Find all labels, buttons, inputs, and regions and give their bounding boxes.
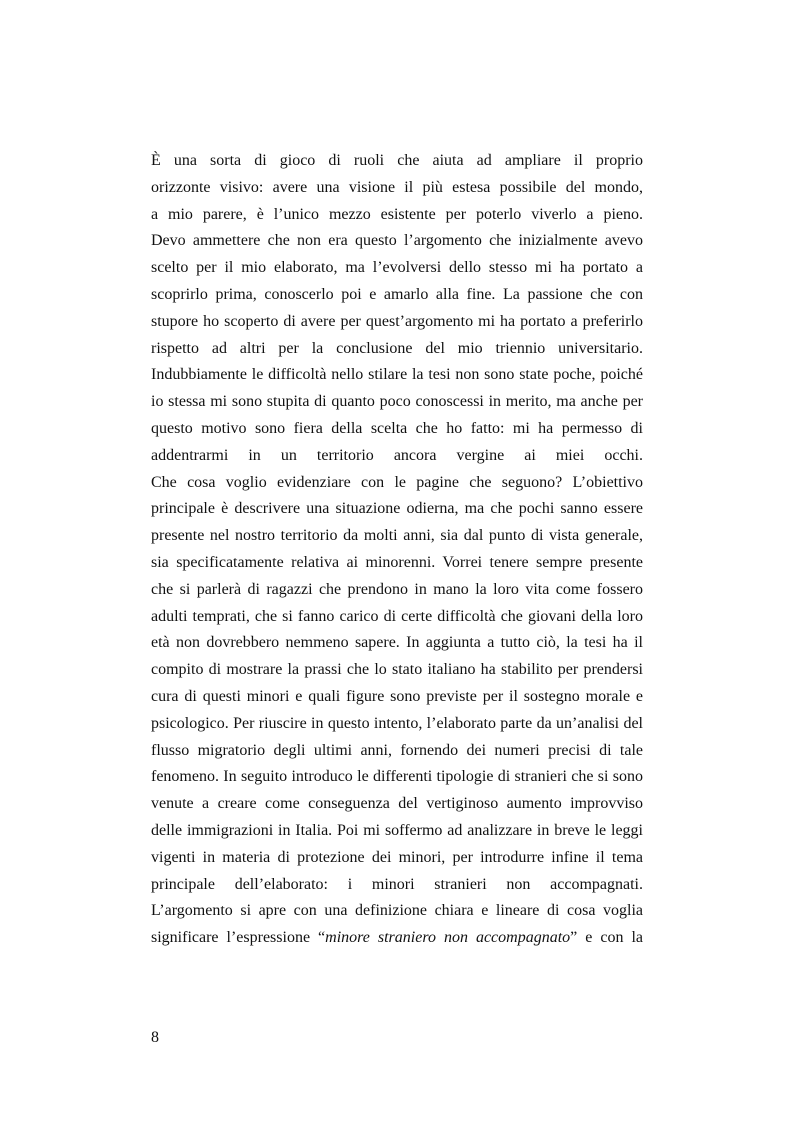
text-line: orizzonte visivo: avere una visione il più estesa possibile del mondo,: [151, 178, 643, 196]
body-text: [151, 148, 643, 952]
text-line: adulti temprati, che si fanno carico di certe difficoltà che giovani della loro: [151, 607, 643, 625]
text-line: compito di mostrare la prassi che lo stato italiano ha stabilito per prendersi: [151, 661, 643, 679]
text-line: questo motivo sono fiera della scelta che ho fatto: mi ha permesso di: [151, 419, 643, 437]
text-line: scelto per il mio elaborato, ma l’evolversi dello stesso mi ha portato a: [151, 259, 643, 277]
text-line: stupore ho scoperto di avere per quest’argomento mi ha portato a preferirlo: [151, 312, 643, 330]
text-line: psicologico. Per riuscire in questo intento, l’elaborato parte da un’analisi del: [151, 714, 643, 732]
text-line: sia specificatamente relativa ai minorenni. Vorrei tenere sempre presente: [151, 553, 643, 571]
text-line: vigenti in materia di protezione dei minori, per introdurre infine il tema: [151, 848, 643, 866]
text-line: età non dovrebbero nemmeno sapere. In aggiunta a tutto ciò, la tesi ha il: [151, 634, 643, 652]
text-line: L’argomento si apre con una definizione chiara e lineare di cosa voglia: [151, 902, 643, 920]
text-line: flusso migratorio degli ultimi anni, fornendo dei numeri precisi di tale: [151, 741, 643, 759]
text-line: principale dell’elaborato: i minori stranieri non accompagnati.: [151, 875, 643, 893]
text-line: cura di questi minori e quali figure sono previste per il sostegno morale e: [151, 687, 643, 705]
text-line: principale è descrivere una situazione odierna, ma che pochi sanno essere: [151, 500, 643, 518]
text-line: io stessa mi sono stupita di quanto poco conoscessi in merito, ma anche per: [151, 393, 643, 411]
text-line: venute a creare come conseguenza del vertiginoso aumento improvviso: [151, 795, 643, 813]
text-line: È una sorta di gioco di ruoli che aiuta ad ampliare il proprio: [151, 152, 643, 169]
text-line: fenomeno. In seguito introduco le differenti tipologie di stranieri che si sono: [151, 768, 643, 786]
page-number: 8: [151, 1029, 159, 1046]
text-line: delle immigrazioni in Italia. Poi mi soffermo ad analizzare in breve le leggi: [151, 821, 643, 839]
text-line: scoprirlo prima, conoscerlo poi e amarlo alla fine. La passione che con: [151, 285, 643, 303]
text-line: addentrarmi in un territorio ancora vergine ai miei occhi.: [151, 446, 643, 464]
text-line: rispetto ad altri per la conclusione del mio triennio universitario.: [151, 339, 643, 357]
text-line: presente nel nostro territorio da molti anni, sia dal punto di vista generale,: [151, 527, 643, 545]
text-line: Che cosa voglio evidenziare con le pagine che seguono? L’obiettivo: [151, 473, 643, 491]
text-segment: ” e con la: [570, 929, 644, 947]
text-line: Indubbiamente le difficoltà nello stilare la tesi non sono state poche, poiché: [151, 366, 643, 384]
text-segment: significare l’espressione “: [151, 929, 326, 947]
text-line: Devo ammettere che non era questo l’argomento che inizialmente avevo: [151, 232, 643, 250]
text-line: che si parlerà di ragazzi che prendono in mano la loro vita come fossero: [151, 580, 643, 598]
italic-phrase: minore straniero non accompagnato: [325, 929, 571, 947]
text-line-with-italic: [151, 925, 643, 952]
text-line: a mio parere, è l’unico mezzo esistente per poterlo viverlo a pieno.: [151, 205, 643, 223]
